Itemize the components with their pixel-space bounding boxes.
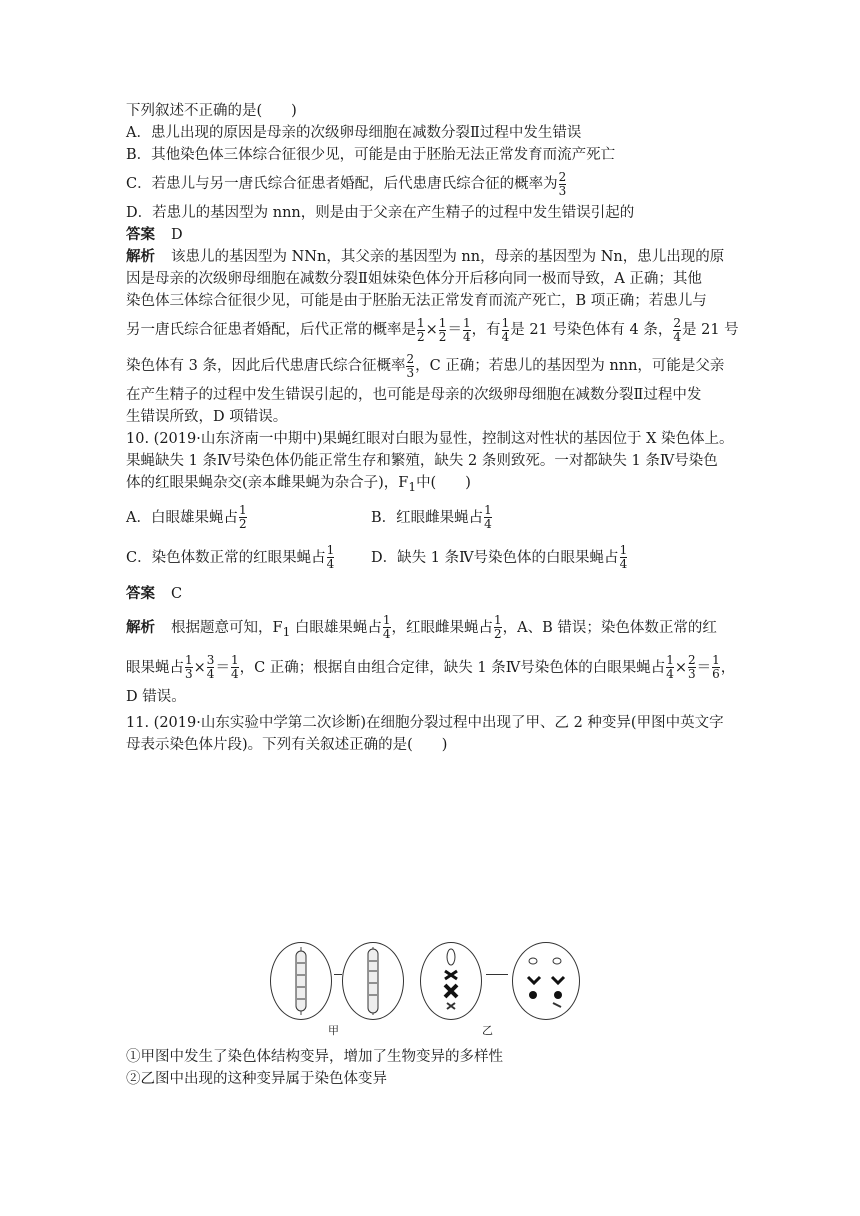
fraction <box>439 317 447 344</box>
fraction <box>207 654 215 681</box>
analysis-text: ， <box>720 659 736 676</box>
fraction <box>484 504 492 531</box>
denominator: 4 <box>666 667 674 682</box>
option-text: C．染色体数正常的红眼果蝇占 <box>126 549 326 566</box>
numerator: 1 <box>666 653 674 668</box>
q10-options-ab <box>126 498 738 538</box>
fraction <box>406 353 414 380</box>
chromosome-icon <box>343 943 403 1019</box>
denominator: 6 <box>712 667 720 682</box>
subscript: 1 <box>408 479 417 494</box>
q9-option-c <box>126 166 738 202</box>
q9-analysis-5 <box>126 348 738 384</box>
stem-text: 中( ) <box>416 475 471 491</box>
q9-analysis-3: 染色体三体综合征很少见，可能是由于胚胎无法正常发育而流产死亡，B 项正确；若患儿与 <box>126 293 707 309</box>
cell-yi-after <box>512 942 580 1020</box>
times-sign: × <box>193 659 206 676</box>
arrow-jia <box>334 974 342 975</box>
q10-analysis-2 <box>126 650 738 686</box>
fraction <box>417 317 425 344</box>
numerator: 1 <box>484 503 492 518</box>
denominator: 3 <box>406 365 415 380</box>
document-content <box>126 100 738 756</box>
q10-answer <box>126 578 738 610</box>
numerator: 1 <box>494 613 502 628</box>
q11-item-2: ②乙图中出现的这种变异属于染色体变异 <box>126 1071 387 1087</box>
equals-sign: ＝ <box>215 659 230 676</box>
arrow-yi <box>486 974 508 975</box>
fraction <box>463 317 471 344</box>
numerator: 1 <box>712 653 720 668</box>
fraction <box>239 504 247 531</box>
denominator: 4 <box>206 667 215 682</box>
analysis-text: 另一唐氏综合征患者婚配，后代正常的概率是 <box>126 322 416 338</box>
denominator: 2 <box>438 329 447 344</box>
denominator: 3 <box>185 667 193 682</box>
analysis-text: 该患儿的基因型为 NNn，其父亲的基因型为 nn，母亲的基因型为 Nn，患儿出现的原 <box>171 249 725 265</box>
fraction <box>327 544 335 571</box>
q10-stem-2: 果蝇缺失 1 条Ⅳ号染色体仍能正常生存和繁殖，缺失 2 条则致死。一对都缺失 1 条Ⅳ号染色 <box>126 453 718 469</box>
analysis-text: ，红眼雌果蝇占 <box>391 619 493 636</box>
denominator: 2 <box>417 329 425 344</box>
q10-analysis-1 <box>126 610 738 650</box>
numerator: 1 <box>417 315 425 330</box>
denominator: 4 <box>484 517 492 532</box>
fraction <box>383 614 391 641</box>
option-text: D．缺失 1 条Ⅳ号染色体的白眼果蝇占 <box>371 549 619 566</box>
denominator: 2 <box>238 517 247 532</box>
times-sign: × <box>674 659 688 676</box>
q11-stem-2: 母表示染色体片段)。下列有关叙述正确的是( ) <box>126 736 448 753</box>
fraction <box>666 654 674 681</box>
answer-label: 答案 <box>126 585 155 602</box>
q10-stem-3 <box>126 472 738 498</box>
q11-statements <box>126 1046 503 1090</box>
option-text: B．红眼雌果蝇占 <box>371 509 484 526</box>
cell-yi-before <box>420 942 482 1020</box>
q10-option-a <box>126 498 371 538</box>
analysis-text: 是 21 号 <box>681 322 739 338</box>
q9-analysis-6: 在产生精子的过程中发生错误引起的，也可能是母亲的次级卵母细胞在减数分裂Ⅱ过程中发 <box>126 387 702 403</box>
denominator: 4 <box>462 329 471 344</box>
chromosome-icon <box>421 943 481 1019</box>
q10-option-c <box>126 538 371 578</box>
answer-value: D <box>171 227 183 243</box>
fraction <box>502 317 510 344</box>
denominator: 4 <box>326 557 335 572</box>
equals-sign: ＝ <box>447 322 462 338</box>
analysis-text: ，C 正确；根据自由组合定律，缺失 1 条Ⅳ号染色体的白眼果蝇占 <box>239 659 666 676</box>
q11-stem-1: 11. (2019·山东实验中学第二次诊断)在细胞分裂过程中出现了甲、乙 2 种变异(甲图中英文字 <box>126 714 724 731</box>
numerator: 1 <box>438 315 447 330</box>
denominator: 4 <box>382 627 391 642</box>
q9-stem: 下列叙述不正确的是( ) <box>126 103 297 119</box>
denominator: 4 <box>501 329 510 344</box>
denominator: 4 <box>619 557 628 572</box>
cell-jia-before <box>270 942 332 1020</box>
numerator: 1 <box>185 653 193 668</box>
fraction <box>673 317 681 344</box>
analysis-text: ，C 正确；若患儿的基因型为 nnn，可能是父亲 <box>415 358 725 374</box>
times-sign: × <box>425 322 438 338</box>
q9-option-b: B．其他染色体三体综合征很少见，可能是由于胚胎无法正常发育而流产死亡 <box>126 147 616 163</box>
analysis-label: 解析 <box>126 249 155 265</box>
denominator: 4 <box>673 329 681 344</box>
denominator: 4 <box>230 667 239 682</box>
q9-analysis-7: 生错误所致，D 项错误。 <box>126 409 288 425</box>
fraction <box>559 171 567 198</box>
denominator: 3 <box>558 183 567 198</box>
analysis-label: 解析 <box>126 619 155 636</box>
q9-analysis-1 <box>126 246 738 268</box>
q10-option-d <box>371 538 628 578</box>
fraction <box>231 654 239 681</box>
numerator: 2 <box>558 169 567 184</box>
analysis-text: 根据题意可知，F <box>171 619 283 636</box>
q9-answer <box>126 224 738 246</box>
numerator: 1 <box>619 543 628 558</box>
q9-option-d: D．若患儿的基因型为 nnn，则是由于父亲在产生精子的过程中发生错误引起的 <box>126 205 635 221</box>
answer-label: 答案 <box>126 227 155 243</box>
subscript: 1 <box>282 624 291 639</box>
numerator: 1 <box>382 613 391 628</box>
numerator: 2 <box>673 315 681 330</box>
q9-option-c-text: C．若患儿与另一唐氏综合征患者婚配，后代患唐氏综合征的概率为 <box>126 176 558 192</box>
numerator: 2 <box>406 351 415 366</box>
q9-analysis-2: 因是母亲的次级卵母细胞在减数分裂Ⅱ姐妹染色体分开后移向同一极而导致，A 正确；其他 <box>126 271 702 287</box>
q10-stem-1: 10. (2019·山东济南一中期中)果蝇红眼对白眼为显性，控制这对性状的基因位于 X 染色体上。 <box>126 431 734 447</box>
fraction <box>688 654 696 681</box>
numerator: 1 <box>230 653 239 668</box>
stem-text: 体的红眼果蝇杂交(亲本雌果蝇为杂合子)，F <box>126 475 409 491</box>
fraction <box>494 614 502 641</box>
numerator: 1 <box>238 503 247 518</box>
numerator: 1 <box>462 315 471 330</box>
q9-option-a: A．患儿出现的原因是母亲的次级卵母细胞在减数分裂Ⅱ过程中发生错误 <box>126 125 582 141</box>
q10-analysis-3: D 错误。 <box>126 688 186 705</box>
analysis-text: ，有 <box>471 322 501 338</box>
chromosome-figure <box>262 938 598 1038</box>
cell-jia-after <box>342 942 404 1020</box>
chromosome-icon <box>271 943 331 1019</box>
fraction <box>712 654 720 681</box>
analysis-text: 白眼雄果蝇占 <box>290 619 382 636</box>
denominator: 3 <box>688 667 696 682</box>
q9-analysis-4 <box>126 312 738 348</box>
q10-options-cd <box>126 538 738 578</box>
analysis-text: 染色体有 3 条，因此后代患唐氏综合征概率 <box>126 358 406 374</box>
figure-label-yi: 乙 <box>482 1024 493 1037</box>
numerator: 1 <box>501 315 510 330</box>
denominator: 2 <box>494 627 502 642</box>
numerator: 2 <box>688 653 696 668</box>
equals-sign: ＝ <box>696 659 712 676</box>
numerator: 3 <box>206 653 215 668</box>
numerator: 1 <box>326 543 335 558</box>
analysis-text: 是 21 号染色体有 4 条， <box>510 322 673 338</box>
analysis-text: 眼果蝇占 <box>126 659 184 676</box>
option-text: A．白眼雄果蝇占 <box>126 509 238 526</box>
fraction <box>620 544 628 571</box>
q10-option-b <box>371 498 493 538</box>
figure-label-jia: 甲 <box>328 1024 339 1037</box>
chromosome-icon <box>513 943 579 1019</box>
fraction <box>185 654 193 681</box>
q11-item-1: ①甲图中发生了染色体结构变异，增加了生物变异的多样性 <box>126 1049 503 1065</box>
analysis-text: ，A、B 错误；染色体数正常的红 <box>502 619 717 636</box>
answer-value: C <box>171 585 183 602</box>
